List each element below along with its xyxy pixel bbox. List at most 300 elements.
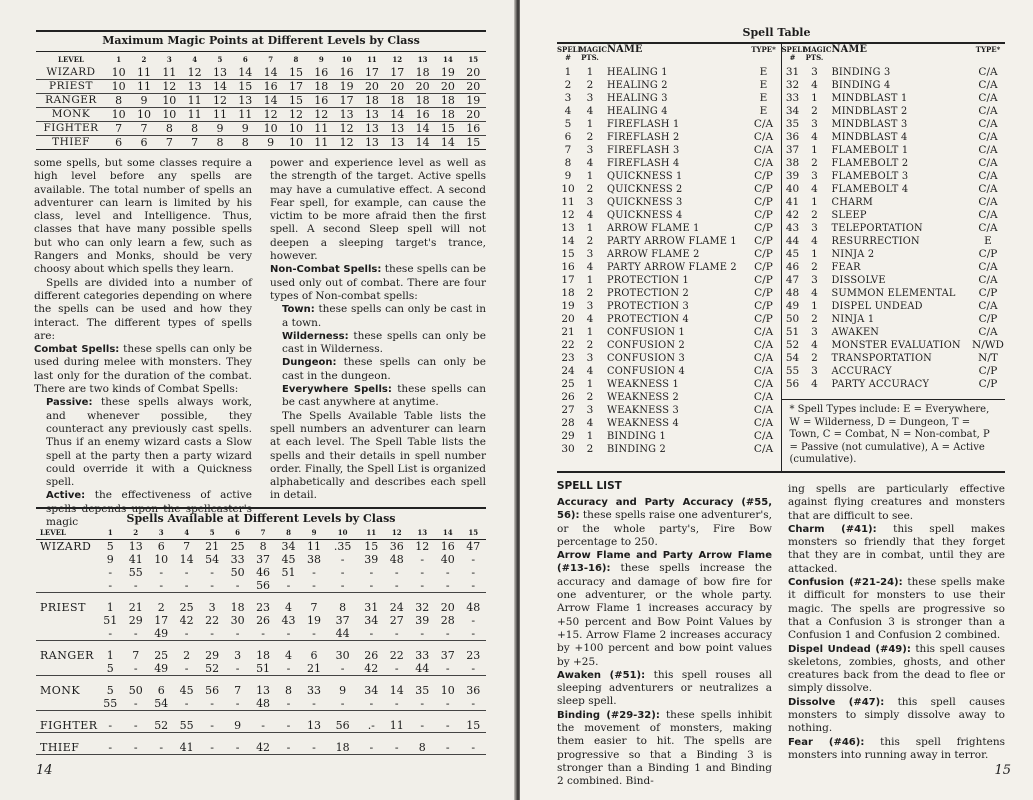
spell-type: C/A — [978, 66, 998, 78]
spell-type: C/A — [753, 326, 774, 338]
level-number: 6 — [242, 54, 248, 64]
spell-row — [557, 339, 781, 352]
table-cell: 8 — [259, 540, 267, 553]
class-name: MONK — [36, 108, 106, 122]
spell-points: 3 — [586, 248, 594, 260]
spell-name: HEALING 1 — [607, 67, 668, 78]
table-cell: - — [301, 579, 326, 593]
spell-name: BINDING 3 — [831, 67, 891, 78]
spell-row — [782, 118, 1006, 131]
spells-available-grid — [36, 525, 486, 755]
spell-type: C/A — [753, 118, 774, 130]
table-cell: - — [301, 697, 326, 711]
class-name: RANGER — [36, 94, 106, 108]
spell-name: MONSTER EVALUATION — [831, 340, 961, 351]
spell-number: 38 — [785, 157, 800, 169]
spell-name: FLAMEBOLT 4 — [831, 184, 909, 195]
table-row — [36, 614, 486, 627]
table-cell: 26 — [364, 649, 379, 662]
spell-entry-text: these spells raise one adventurer's, or the whole party's, Fire Bow percentage to 250. — [557, 509, 772, 548]
spell-name: CONFUSION 2 — [607, 340, 685, 351]
spell-number: 20 — [561, 313, 575, 325]
paragraph — [270, 157, 486, 263]
spell-number: 49 — [785, 300, 800, 312]
spacer-cell — [36, 593, 486, 602]
table-cell: - — [327, 579, 359, 593]
spell-type: C/A — [978, 170, 998, 182]
spell-row — [782, 131, 1006, 144]
table-cell: 20 — [410, 80, 435, 94]
table-cell: 18 — [410, 66, 435, 80]
table-cell: 48 — [389, 553, 404, 566]
spell-name: MINDBLAST 2 — [831, 106, 908, 117]
paragraph-heading: Town: — [282, 304, 315, 316]
table-header-row — [36, 525, 486, 540]
spell-row — [557, 261, 781, 274]
spell-row — [557, 443, 781, 456]
table-cell: 2 — [157, 601, 165, 614]
table-cell: 8 — [410, 741, 435, 755]
table-cell: 15 — [466, 136, 481, 149]
level-number: 7 — [268, 54, 274, 64]
spell-type: C/P — [754, 196, 773, 208]
spell-entry-text: these spells increase the accuracy and damage of bow fire for one adventurer, or the whole party. Arrow Flame 1 increases accuracy by +50 percent and Bow Point Values by +15. Arrow Flame 2 increases accuracy by +100 percent and bow point values by +25. — [557, 562, 772, 668]
class-name: THIEF — [36, 741, 98, 755]
spell-entry-text: this spell frightens monsters into running away in terror. — [788, 735, 1005, 761]
table-cell: - — [108, 566, 113, 579]
table-cell: 33 — [230, 553, 245, 566]
spell-type: C/A — [978, 196, 998, 208]
spell-type: C/P — [754, 300, 773, 312]
table-cell: 16 — [258, 80, 283, 94]
table-cell: 14 — [233, 66, 258, 80]
spell-type: N/WD — [972, 339, 1004, 351]
table-cell: - — [435, 719, 460, 733]
table-cell: 25 — [230, 540, 245, 553]
table-cell: 8 — [216, 136, 224, 149]
spell-number: 25 — [561, 378, 575, 390]
table-cell: - — [384, 627, 409, 641]
paragraph — [270, 263, 486, 303]
spell-row — [557, 235, 781, 248]
table-cell: - — [359, 627, 384, 641]
level-number: 13 — [417, 54, 428, 64]
spell-type: C/A — [753, 352, 774, 364]
level-number: 15 — [468, 54, 479, 64]
table-cell: 11 — [182, 108, 207, 122]
table-cell: 19 — [461, 94, 486, 108]
table-cell: - — [123, 579, 148, 593]
spell-row — [557, 209, 781, 222]
spell-points: 3 — [811, 118, 818, 130]
spell-row — [557, 274, 781, 287]
header-spell-number: SPELL # — [557, 45, 583, 62]
spell-name: PROTECTION 4 — [607, 314, 689, 325]
table-cell: 6 — [157, 540, 165, 553]
spell-number: 13 — [561, 222, 575, 234]
table-cell: 29 — [128, 614, 143, 627]
table-cell: 12 — [207, 94, 232, 108]
table-row — [36, 553, 486, 566]
table-row — [36, 649, 486, 662]
table-cell: - — [199, 627, 224, 641]
table-cell: - — [384, 697, 409, 711]
table-cell: 48 — [250, 697, 275, 711]
spell-row — [782, 352, 1006, 365]
class-name — [36, 566, 98, 579]
spell-name: QUICKNESS 4 — [607, 210, 683, 221]
spell-entry — [788, 736, 1005, 763]
table-cell: 11 — [131, 80, 156, 94]
spells-available-table — [36, 507, 486, 755]
spell-row — [782, 248, 1006, 261]
table-cell: 10 — [157, 108, 182, 122]
table-cell: 14 — [440, 136, 455, 149]
table-cell: - — [384, 662, 409, 676]
spell-number: 43 — [785, 222, 800, 234]
spell-table — [557, 42, 1005, 472]
table-cell: - — [159, 566, 164, 579]
spell-points: 3 — [811, 66, 818, 78]
table-cell: 9 — [225, 719, 250, 733]
table-cell: 39 — [415, 614, 430, 627]
table-cell: - — [276, 741, 301, 755]
table-cell: 7 — [131, 122, 156, 136]
spell-type: C/A — [753, 339, 774, 351]
spell-points: 1 — [586, 430, 594, 442]
table-cell: - — [435, 579, 460, 593]
spell-entry-heading: Dispel Undead (#49): — [788, 643, 911, 655]
table-cell: - — [420, 553, 425, 566]
spell-number: 22 — [561, 339, 575, 351]
class-name — [36, 614, 98, 627]
spell-points: 1 — [811, 92, 818, 104]
spell-name: ACCURACY — [831, 366, 892, 377]
spell-points: 2 — [586, 235, 594, 247]
class-name — [36, 553, 98, 566]
spell-name: FEAR — [831, 262, 861, 273]
table-cell: 51 — [103, 614, 118, 627]
table-row — [36, 94, 486, 108]
table-cell: 37 — [256, 553, 271, 566]
table-cell: 24 — [389, 601, 404, 614]
table-cell: 6 — [115, 136, 123, 149]
spell-type: E — [759, 66, 768, 78]
table-row — [36, 540, 486, 554]
table-cell: 17 — [154, 614, 169, 627]
spell-points: 2 — [811, 352, 818, 364]
table-cell: - — [199, 579, 224, 593]
table-cell: 8 — [339, 601, 347, 614]
table-cell: - — [225, 741, 250, 755]
table-cell: 23 — [256, 601, 271, 614]
table-cell: 9 — [339, 684, 347, 697]
level-number: 11 — [367, 54, 377, 64]
spell-name: WEAKNESS 4 — [607, 418, 679, 429]
spell-number: 39 — [785, 170, 800, 182]
spell-row — [557, 365, 781, 378]
spell-name: FLAMEBOLT 3 — [831, 171, 909, 182]
spell-type: C/A — [978, 105, 998, 117]
table-cell: 23 — [466, 649, 481, 662]
level-number: 3 — [166, 54, 172, 64]
spell-points: 1 — [811, 196, 818, 208]
magic-points-table — [36, 30, 486, 150]
table-cell: 18 — [327, 741, 359, 755]
table-cell: - — [123, 719, 148, 733]
spell-row — [782, 66, 1006, 79]
table-cell: 35 — [415, 684, 430, 697]
table-cell: 30 — [230, 614, 245, 627]
spell-number: 44 — [785, 235, 800, 247]
spell-name: CONFUSION 3 — [607, 353, 685, 364]
spell-type: C/A — [978, 300, 998, 312]
spell-name: SUMMON ELEMENTAL — [831, 288, 956, 299]
spell-number: 51 — [785, 326, 800, 338]
table-cell: 6 — [157, 684, 165, 697]
table-cell: 16 — [410, 108, 435, 122]
spell-type: E — [984, 235, 992, 247]
table-cell: - — [199, 719, 224, 733]
spell-number: 19 — [561, 300, 575, 312]
spell-row — [782, 300, 1006, 313]
table-cell: 40 — [440, 553, 455, 566]
spell-entry-text: ing spells are particularly effective against flying creatures and monsters that are difficult to see. — [788, 483, 1005, 522]
paragraph-text: Spells are divided into a number of different categories depending on where the spells can be used and how they interact. The different types of spells are: — [34, 276, 252, 342]
spell-type: E — [759, 92, 768, 104]
spell-type: C/P — [754, 248, 773, 260]
header-name: NAME — [607, 44, 643, 55]
spell-row — [557, 131, 781, 144]
table-cell: - — [340, 566, 345, 579]
table-cell: 8 — [241, 136, 249, 149]
spell-type: E — [759, 105, 768, 117]
table-cell: - — [445, 566, 450, 579]
spell-table-header — [782, 44, 1006, 66]
spell-type: C/P — [754, 183, 773, 195]
spell-type: C/P — [754, 170, 773, 182]
paragraph-text: these spells can only be used during melee with monsters. They last only for the duration of the combat. There are two kinds of Combat Spells: — [34, 343, 252, 396]
paragraph — [270, 356, 486, 383]
table-cell: - — [123, 662, 148, 676]
spell-type: C/A — [978, 157, 998, 169]
spell-points: 3 — [586, 196, 594, 208]
paragraph-text: these spells can be used only out of combat. There are four types of Non-combat spells: — [270, 263, 486, 302]
spell-points: 4 — [586, 105, 594, 117]
spell-points: 3 — [586, 300, 594, 312]
spell-points: 2 — [586, 287, 594, 299]
table-cell: 15 — [364, 540, 379, 553]
paragraph-heading: Passive: — [46, 397, 93, 409]
spell-row — [782, 196, 1006, 209]
spacer-cell — [36, 733, 486, 742]
level-number: 10 — [337, 527, 348, 537]
table-cell: 8 — [157, 122, 182, 136]
paragraph — [34, 343, 252, 396]
table-row — [36, 741, 486, 755]
spell-name: FIREFLASH 1 — [607, 119, 680, 130]
spell-row — [557, 144, 781, 157]
table-cell: 18 — [256, 649, 271, 662]
table-cell: 41 — [128, 553, 143, 566]
spell-points: 4 — [586, 313, 594, 325]
table-cell: 52 — [148, 719, 173, 733]
table-cell: - — [384, 579, 409, 593]
table-cell: - — [123, 697, 148, 711]
spell-row — [557, 352, 781, 365]
table-cell: 14 — [179, 553, 194, 566]
spell-table-title: Spell Table — [742, 26, 811, 39]
left-page — [0, 0, 516, 800]
level-number: 2 — [141, 54, 147, 64]
spell-name: PARTY ARROW FLAME 2 — [607, 262, 737, 273]
paragraph — [270, 330, 486, 357]
table-row — [36, 627, 486, 641]
spell-points: 3 — [811, 222, 818, 234]
table-cell: 15 — [283, 66, 308, 80]
spell-name: TELEPORTATION — [831, 223, 923, 234]
header-type: TYPE* — [975, 45, 1001, 54]
table-cell: - — [98, 579, 123, 593]
spell-row — [782, 79, 1006, 92]
group-spacer — [36, 711, 486, 720]
table-cell: - — [225, 697, 250, 711]
table-cell: 13 — [128, 540, 143, 553]
class-name: WIZARD — [36, 66, 106, 80]
table-cell: 20 — [461, 66, 486, 80]
spell-points: 2 — [811, 209, 818, 221]
level-number: 8 — [293, 54, 299, 64]
table-cell: - — [276, 662, 301, 676]
table-cell: 19 — [334, 80, 359, 94]
spell-list-column-2 — [788, 483, 1005, 762]
spell-name: PROTECTION 2 — [607, 288, 689, 299]
table-cell: - — [435, 741, 460, 755]
spell-number: 26 — [561, 391, 575, 403]
paragraph-text: these spells can only be cast in the dungeon. — [282, 356, 486, 382]
table-cell: - — [301, 627, 326, 641]
spell-type: C/A — [978, 326, 998, 338]
level-number: 1 — [107, 527, 113, 537]
spell-number: 12 — [561, 209, 575, 221]
table-cell: 45 — [179, 684, 194, 697]
paragraph-text: the effectiveness of active spells depends upon the spellcaster's magic — [46, 489, 252, 529]
class-name — [36, 662, 98, 676]
table-cell: 34 — [364, 684, 379, 697]
table-cell: 49 — [148, 662, 173, 676]
spells-available-title: Spells Available at Different Levels by Class — [126, 512, 396, 525]
table-cell: 18 — [435, 94, 460, 108]
text-column-1 — [34, 157, 252, 529]
spell-number: 1 — [564, 66, 572, 78]
spell-number: 6 — [564, 131, 572, 143]
level-number: 8 — [286, 527, 291, 537]
spell-number: 28 — [561, 417, 575, 429]
spell-type: C/A — [753, 404, 774, 416]
table-cell: 13 — [390, 136, 405, 149]
header-name: NAME — [831, 44, 868, 55]
spell-row — [557, 313, 781, 326]
table-cell: - — [123, 741, 148, 755]
paragraph — [34, 157, 252, 277]
table-cell: - — [225, 579, 250, 593]
paragraph-text: The Spells Available Table lists the spell numbers an adventurer can learn at each level. The Spell Table lists the spells and their details in spell number order. Finally, the Spell List is organized alphabetically and describes each spell in detail. — [270, 409, 486, 502]
table-cell: - — [384, 741, 409, 755]
class-name: FIGHTER — [36, 719, 98, 733]
class-name — [36, 579, 98, 593]
table-cell: 18 — [359, 94, 384, 108]
spell-number: 15 — [561, 248, 575, 260]
table-cell: 13 — [334, 108, 359, 122]
table-cell: 13 — [233, 94, 258, 108]
table-cell: 14 — [258, 66, 283, 80]
table-cell: 30 — [335, 649, 350, 662]
table-cell: 14 — [385, 108, 410, 122]
spell-points: 4 — [811, 235, 818, 247]
spell-number: 34 — [785, 105, 800, 117]
table-cell: 12 — [157, 80, 182, 94]
spell-entry — [788, 643, 1005, 696]
level-number: 1 — [116, 54, 122, 64]
table-cell: - — [148, 579, 173, 593]
spell-points: 2 — [586, 443, 594, 455]
spell-row — [557, 391, 781, 404]
spacer-cell — [36, 641, 486, 650]
spell-entry-heading: Confusion (#21-24): — [788, 577, 903, 589]
header-magic-points: MAGIC PTS. — [579, 45, 608, 62]
spell-name: HEALING 3 — [607, 93, 668, 104]
spell-type: C/A — [978, 144, 998, 156]
table-cell: 34 — [364, 614, 379, 627]
spell-number: 24 — [561, 365, 575, 377]
spell-number: 33 — [785, 92, 800, 104]
table-cell: 17 — [334, 94, 359, 108]
spell-entry-heading: Awaken (#51): — [557, 669, 646, 681]
spell-name: FIREFLASH 4 — [607, 158, 680, 169]
spell-points: 2 — [811, 157, 818, 169]
level-header: LEVEL — [40, 527, 66, 537]
table-cell: 7 — [106, 122, 131, 136]
table-cell: 39 — [364, 553, 379, 566]
table-cell: - — [435, 697, 460, 711]
spell-name: BINDING 4 — [831, 80, 891, 91]
spell-points: 1 — [586, 118, 594, 130]
table-cell: 11 — [182, 94, 207, 108]
table-cell: 16 — [334, 66, 359, 80]
table-cell: 43 — [281, 614, 296, 627]
table-cell: 21 — [128, 601, 143, 614]
table-cell: 7 — [165, 136, 173, 149]
table-cell: 21 — [301, 662, 326, 676]
spell-entry — [557, 496, 772, 549]
spell-row — [557, 66, 781, 79]
spell-name: MINDBLAST 1 — [831, 93, 908, 104]
level-number: 15 — [468, 527, 479, 537]
table-row — [36, 122, 486, 136]
table-row — [36, 697, 486, 711]
spell-number: 45 — [785, 248, 800, 260]
page-number-right: 15 — [994, 763, 1011, 778]
spell-name: FLAMEBOLT 1 — [831, 145, 909, 156]
table-cell: 48 — [466, 601, 481, 614]
table-cell: - — [174, 579, 199, 593]
spell-type: C/P — [754, 313, 773, 325]
spell-type: C/A — [978, 222, 998, 234]
spell-number: 23 — [561, 352, 575, 364]
table-cell: 10 — [106, 80, 131, 94]
table-cell: 52 — [199, 662, 224, 676]
table-cell: 20 — [435, 80, 460, 94]
